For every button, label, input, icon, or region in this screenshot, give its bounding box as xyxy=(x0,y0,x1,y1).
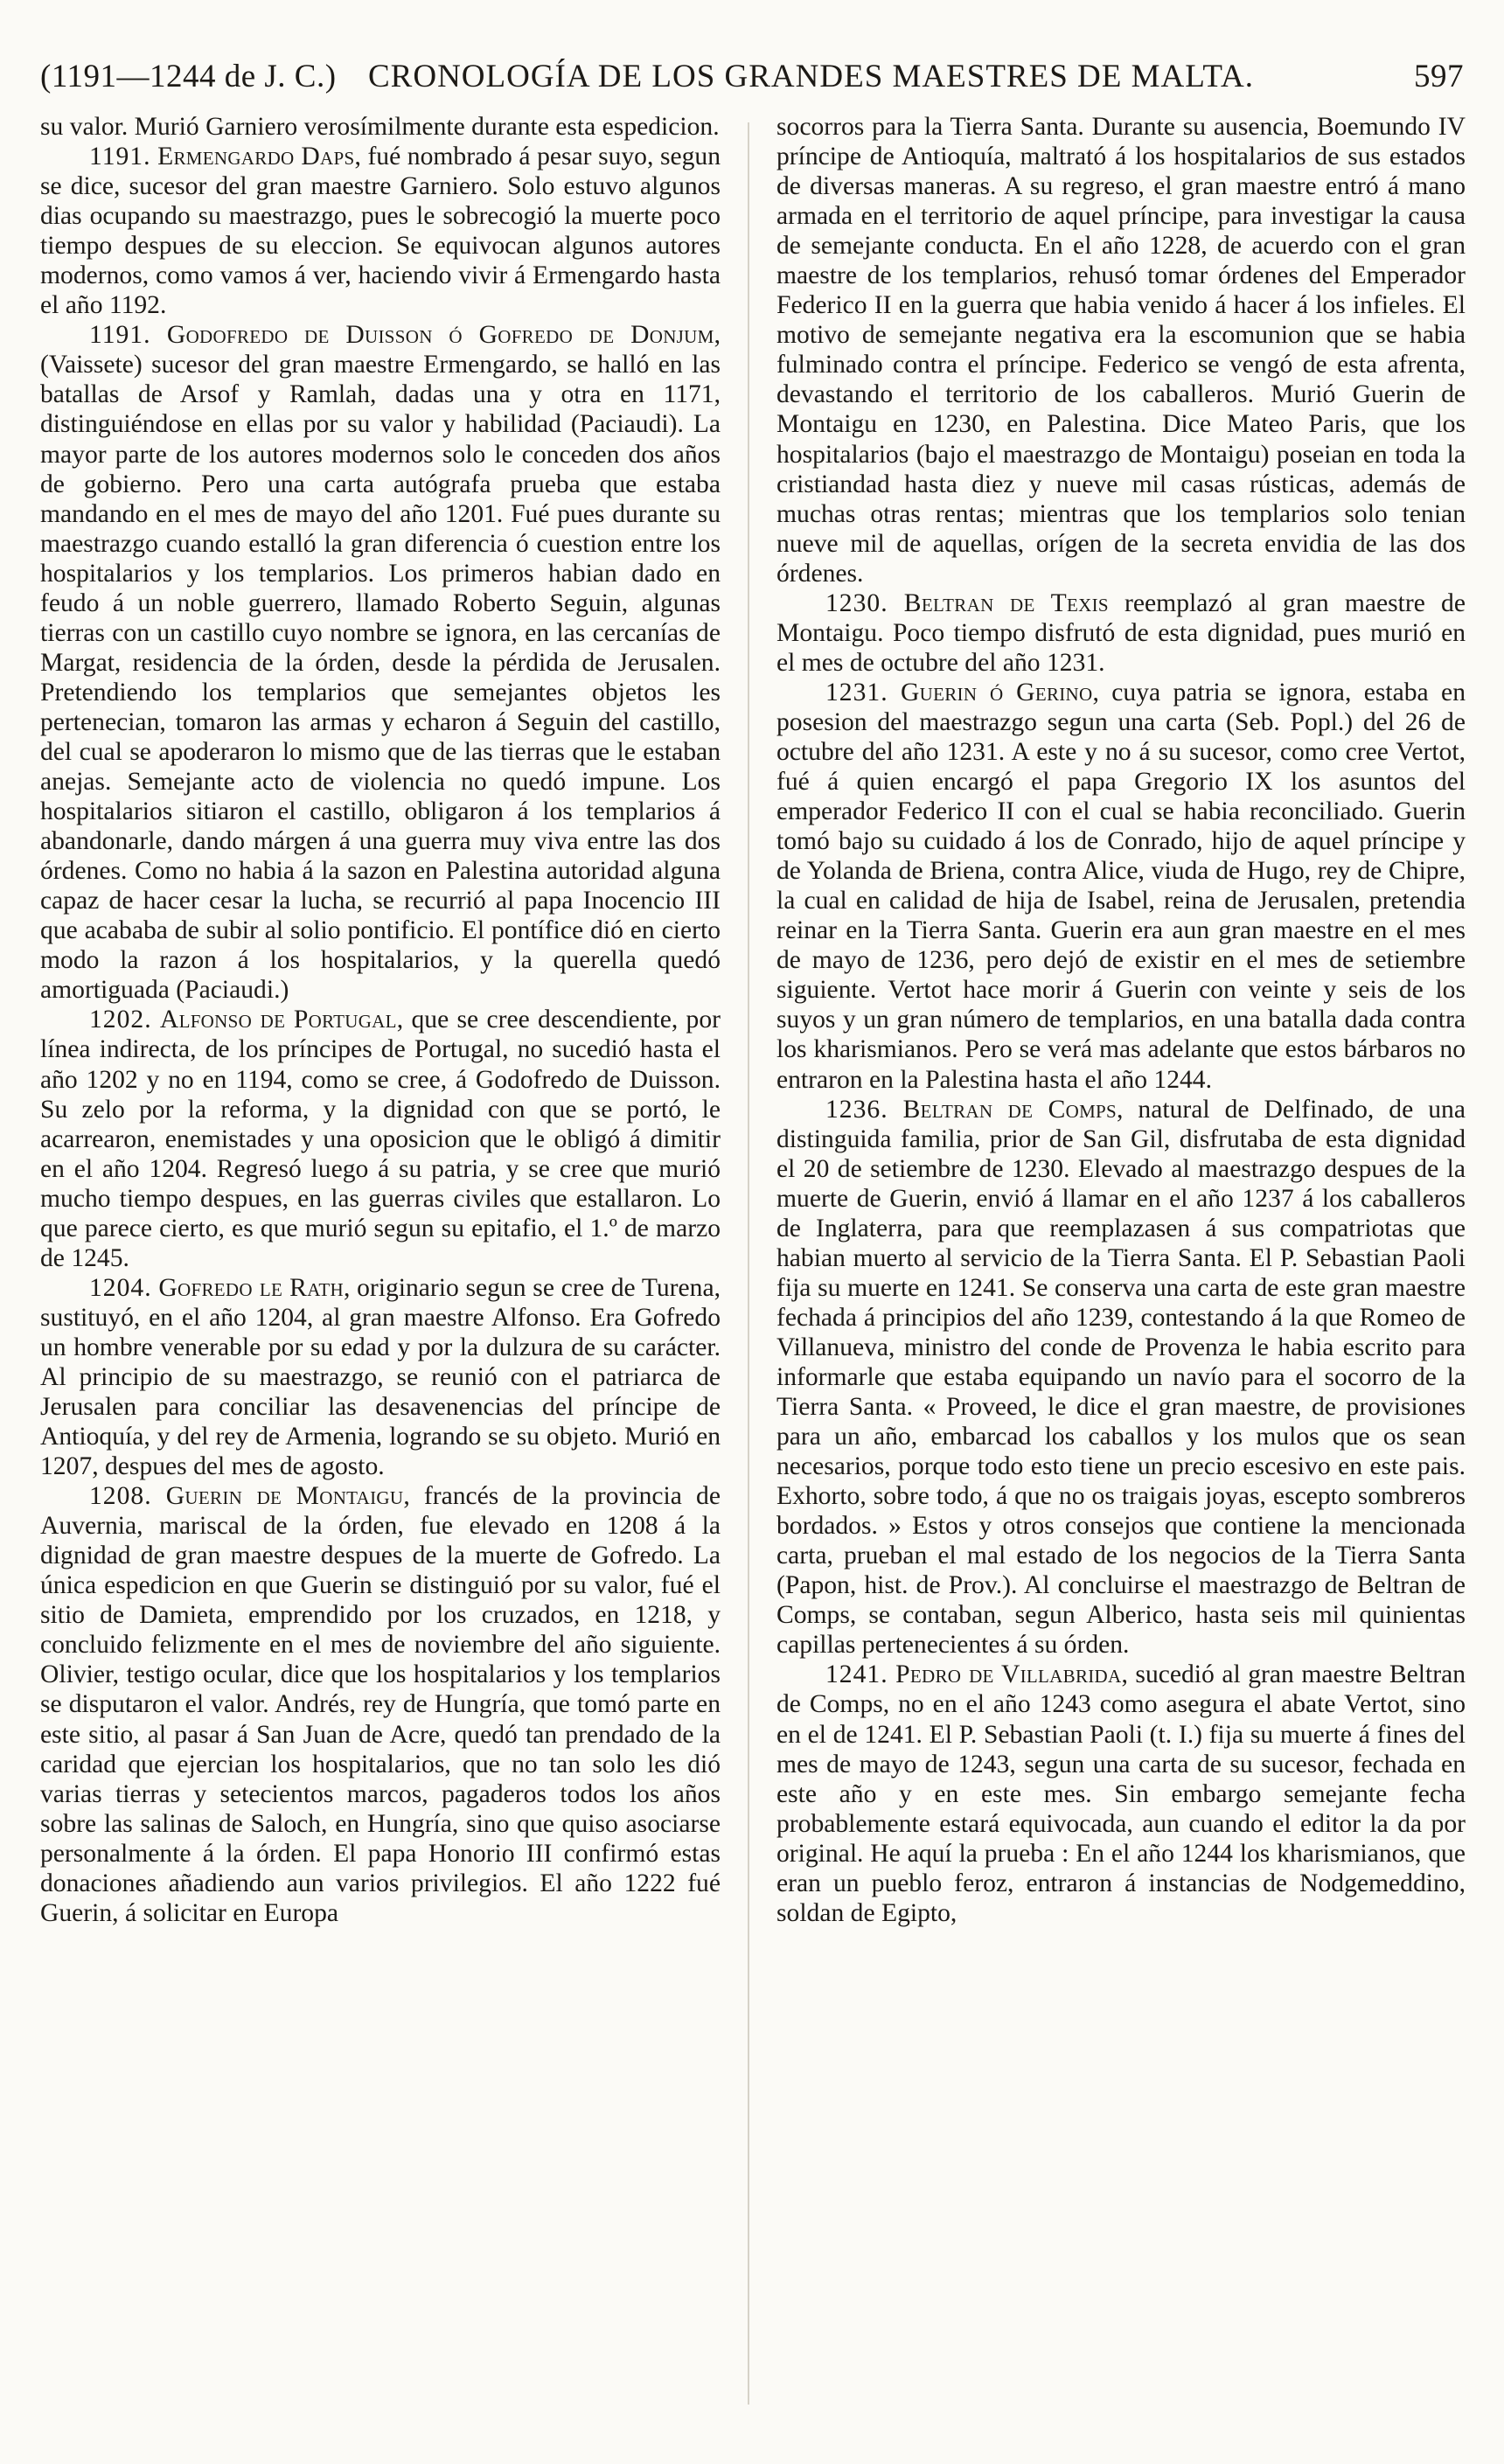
entry-1202-alfonso xyxy=(40,1005,721,1272)
entry-year: 1202. xyxy=(89,1006,152,1034)
entry-name: Gofredo le Rath xyxy=(158,1273,344,1302)
entry-year: 1236. xyxy=(825,1095,888,1124)
page-title: CRONOLOGÍA DE LOS GRANDES MAESTRES DE MALTA. xyxy=(368,59,1255,94)
entry-name: Pedro de Villabrida xyxy=(895,1660,1122,1689)
entry-name: Alfonso de Portugal xyxy=(159,1006,397,1034)
entry-text: , originario segun se cree de Turena, sustituyó, en el año 1204, al gran maestre Alfonso. Era Gofredo un hombre venerable por su edad y por la dulzura de su carácter. Al principio de su maestrazgo, se reunió con el patriarca de Jerusalen para conciliar las desavenencias del príncipe de Antioquía, y del rey de Armenia, logrando se su objeto. Murió en 1207, despues del mes de agosto. xyxy=(40,1273,721,1481)
entry-year: 1230. xyxy=(825,588,888,617)
entry-name: Godofredo de Duisson ó Gofredo de Donjum xyxy=(166,321,714,350)
entry-name: Beltran de Comps xyxy=(902,1095,1118,1124)
entry-1236-beltran-comps xyxy=(776,1095,1466,1660)
entry-text: reemplazó al gran maestre de Montaigu. Poco tiempo disfrutó de esta dignidad, pues murió en el mes de octubre del año 1231. xyxy=(776,588,1466,677)
entry-text: , que se cree descendiente, por línea indirecta, de los príncipes de Portugal, no sucedió hasta el año 1202 y no en 1194, como se cree, á Godofredo de Duisson. Su zelo por la reforma, y la dignidad con que se portó, le acarrearon, enemistades y una oposicion que le obligó á dimitir en el año 1204. Regresó luego á su patria, y se cree que murió mucho tiempo despues, en las guerras civiles que estallaron. Lo que parece cierto, es que murió segun su epitafio, el 1.º de marzo de 1245. xyxy=(40,1006,721,1272)
page-number: 597 xyxy=(1414,59,1464,94)
entry-text: , fué nombrado á pesar suyo, segun se dice, sucesor del gran maestre Garniero. Solo estuvo algunos dias ocupando su maestrazgo, pues le sobrecogió la muerte poco tiempo despues de su eleccion. Se equivocan algunos autores modernos, como vamos á ver, haciendo vivir á Ermengardo hasta el año 1192. xyxy=(40,143,721,320)
running-head xyxy=(40,58,1464,110)
entry-year: 1231. xyxy=(825,678,888,706)
entry-1241-pedro xyxy=(776,1660,1466,1927)
entry-year: 1204. xyxy=(89,1273,152,1302)
entry-year: 1241. xyxy=(825,1660,888,1689)
column-divider xyxy=(748,122,749,2405)
entry-text: , (Vaissete) sucesor del gran maestre Ermengardo, se halló en las batallas de Arsof y Ramlah, dadas una y otra en 1171, distinguiéndose en ellas por su valor y habilidad (Paciaudi). La mayor parte de los autores modernos solo le conceden dos años de gobierno. Pero una carta autógrafa prueba que estaba mandando en el mes de mayo del año 1201. Fué pues durante su maestrazgo cuando estalló la gran diferencia ó cuestion entre los hospitalarios y los templarios. Los primeros habian dado en feudo á un noble guerrero, llamado Roberto Seguin, algunas tierras con un castillo cuyo nombre se ignora, en las cercanías de Margat, residencia de la órden, desde la pérdida de Jerusalen. Pretendiendo los templarios que semejantes objetos les pertenecian, tomaron las armas y echaron á Seguin del castillo, del cual se apoderaron lo mismo que de las tierras que le estaban anejas. Semejante acto de violencia no quedó impune. Los hospitalarios sitiaron el castillo, obligaron á los templarios á abandonarle, dando márgen á una guerra muy viva entre las dos órdenes. Como no habia á la sazon en Palestina autoridad alguna capaz de hacer cesar la lucha, se recurrió al papa Inocencio III que acababa de subir al solio pontificio. El pontífice dió en cierto modo la razon á los hospitalarios, y la querella quedó amortiguada (Paciaudi.) xyxy=(40,321,721,1005)
entry-text: , francés de la provincia de Auvernia, mariscal de la órden, fue elevado en 1208 á la dignidad de gran maestre despues de la muerte de Gofredo. La única espedicion en que Guerin se distinguió por su valor, fué el sitio de Damieta, emprendido por los cruzados, en 1218, y concluido felizmente en el mes de noviembre del año siguiente. Olivier, testigo ocular, dice que los hospitalarios y los templarios se disputaron el valor. Andrés, rey de Hungría, que tomó parte en este sitio, al pasar á San Juan de Acre, quedó tan prendado de la caridad que ejercian los hospitalarios, que no tan solo les dió varias tierras y setecientos marcos, pagaderos todos los años sobre las salinas de Saloch, en Hungría, sino que quiso asociarse personalmente á la órden. El papa Honorio III confirmó estas donaciones añadiendo aun varios privilegios. El año 1222 fué Guerin, á solicitar en Europa xyxy=(40,1482,721,1927)
entry-name: Guerin ó Gerino xyxy=(900,678,1093,706)
entry-text: , sucedió al gran maestre Beltran de Comps, no en el año 1243 como asegura el abate Vertot, sino en el de 1241. El P. Sebastian Paoli (t. I.) fija su muerte á fines del mes de mayo de 1243, segun una carta de su sucesor, fechada en este año y en este mes. Sin embargo semejante fecha probablemente estará equivocada, aun cuando el editor la da por original. He aquí la prueba : En el año 1244 los kharismianos, que eran un pueblo feroz, entraron á instancias de Nodgemeddino, soldan de Egipto, xyxy=(776,1660,1466,1927)
entry-text: , cuya patria se ignora, estaba en posesion del maestrazgo segun una carta (Seb. Popl.) del 26 de octubre del año 1231. A este y no á su sucesor, como cree Vertot, fué á quien encargó el papa Gregorio IX los asuntos del emperador Federico II con el cual se habia reconciliado. Guerin tomó bajo su cuidado á los de Conrado, hijo de aquel príncipe y de Yolanda de Briena, contra Alice, viuda de Hugo, rey de Chipre, la cual en calidad de hija de Isabel, reina de Jerusalen, pretendia reinar en la Tierra Santa. Guerin era aun gran maestre en el mes de mayo de 1236, pero dejó de existir en el mes de setiembre siguiente. Vertot hace morir á Guerin con veinte y seis de los suyos y un gran número de templarios, en una batalla dada contra los kharismianos. Pero se verá mas adelante que estos bárbaros no entraron en la Palestina hasta el año 1244. xyxy=(776,678,1466,1094)
paragraph: su valor. Murió Garniero verosímilmente durante esta espedicion. xyxy=(40,113,720,141)
entry-year: 1191. xyxy=(89,321,151,350)
paragraph: socorros para la Tierra Santa. Durante su ausencia, Boemundo IV príncipe de Antioquía, maltrató á los hospitalarios de sus estados de diversas maneras. A su regreso, el gran maestre entró á mano armada en el territorio de aquel príncipe, para investigar la causa de semejante conducta. En el año 1228, de acuerdo con el gran maestre de los templarios, rehusó tomar órdenes del Emperador Federico II en la guerra que habia venido á hacer á los infieles. El motivo de semejante negativa era la escomunion que se habia fulminado contra el príncipe. Federico se vengó de esta afrenta, devastando el territorio de los caballeros. Murió Guerin de Montaigu en 1230, en Palestina. Dice Mateo Paris, que los hospitalarios (bajo el maestrazgo de Montaigu) poseian en toda la cristiandad hasta diez y nueve mil casas rústicas, además de muchas otras rentas; mientras que los templarios solo tenian nueve mil de aquellas, orígen de la secreta envidia de las dos órdenes. xyxy=(776,113,1466,588)
entry-1191-ermengardo xyxy=(40,142,721,320)
entry-1208-guerin xyxy=(40,1481,721,1928)
entry-year: 1191. xyxy=(89,143,151,171)
entry-name: Ermengardo Daps xyxy=(157,143,355,171)
entry-1231-guerin xyxy=(776,678,1466,1095)
entry-text: , natural de Delfinado, de una distinguida familia, prior de San Gil, disfrutaba de esta dignidad el 20 de setiembre de 1230. Elevado al maestrazgo despues de la muerte de Guerin, envió á llamar en el año 1237 á los caballeros de Inglaterra, para que reemplazasen á sus compatriotas que habian muerto al servicio de la Tierra Santa. El P. Sebastian Paoli fija su muerte en 1241. Se conserva una carta de este gran maestre fechada á principios del año 1239, contestando á la que Romeo de Villanueva, ministro del conde de Provenza le habia escrito para informarle que estaba equipando un navío para el socorro de la Tierra Santa. « Proveed, le dice el gran maestre, de provisiones para un año, embarcad los caballos y los mulos que os sean necesarios, porque todo esto tiene un precio escesivo en este pais. Exhorto, sobre todo, á que no os traigais joyas, escepto sombreros bordados. » Estos y otros consejos que contiene la mencionada carta, prueban el mal estado de los negocios de la Tierra Santa (Papon, hist. de Prov.). Al concluirse el maestrazgo de Beltran de Comps, se contaban, segun Alberico, hasta seis mil quinientas capillas pertenecientes á su órden. xyxy=(776,1095,1466,1660)
entry-name: Guerin de Montaigu xyxy=(165,1482,404,1511)
date-range: (1191—1244 de J. C.) xyxy=(40,59,337,94)
entry-year: 1208. xyxy=(89,1482,152,1511)
left-column xyxy=(40,112,721,1928)
entry-name: Beltran de Texis xyxy=(903,588,1109,617)
right-column xyxy=(776,112,1466,1928)
entry-1230-beltran-texis xyxy=(776,588,1466,678)
entry-1204-gofredo xyxy=(40,1273,721,1481)
entry-1191-godofredo xyxy=(40,320,721,1005)
